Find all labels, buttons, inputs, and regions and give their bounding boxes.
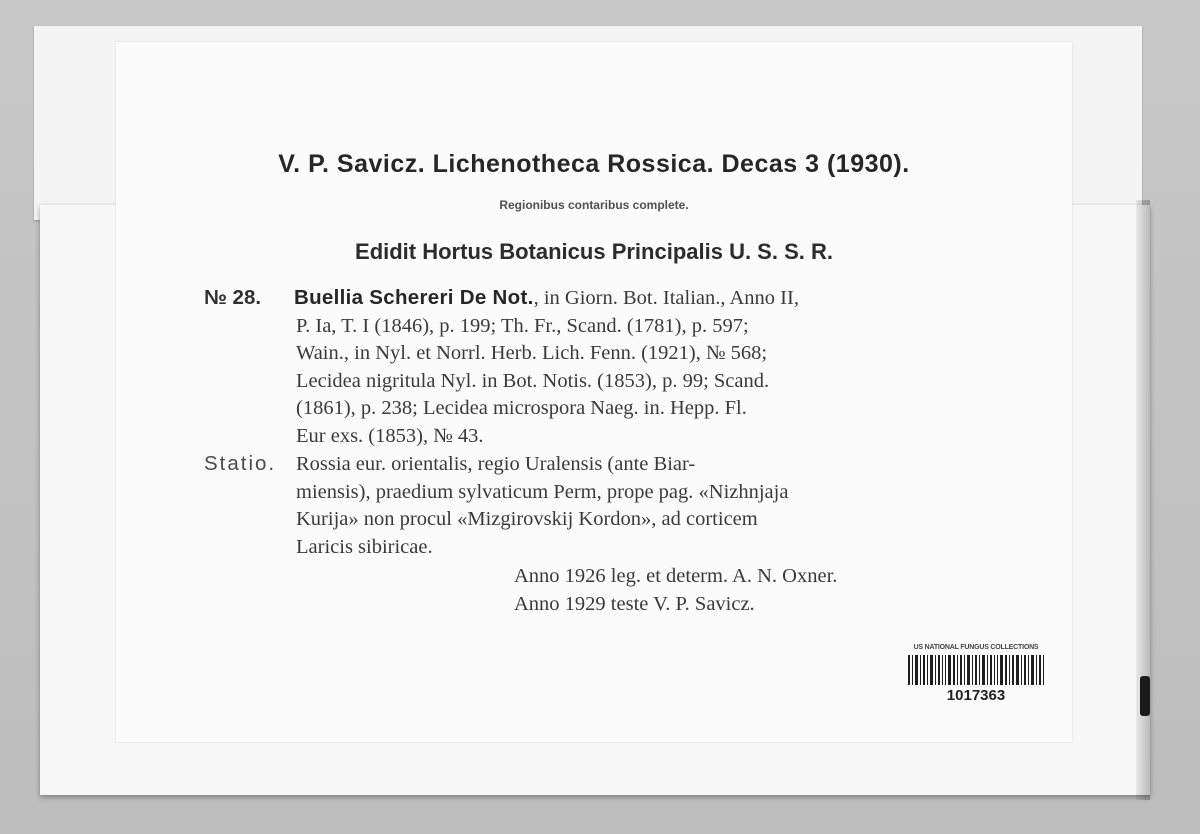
label-subtitle: Regionibus contaribus complete. xyxy=(499,198,689,212)
citation-line: Wain., in Nyl. et Norrl. Herb. Lich. Fenn. (1921), № 568; xyxy=(296,342,768,364)
specimen-label xyxy=(116,42,1072,742)
locality-line: Laricis sibiricae. xyxy=(296,535,433,558)
label-editor: Edidit Hortus Botanicus Principalis U. S. S. R. xyxy=(355,239,833,264)
determiner-line: Anno 1929 teste V. P. Savicz. xyxy=(514,593,755,615)
citation-line: Lecidea nigritula Nyl. in Bot. Notis. (1853), p. 99; Scand. xyxy=(296,369,770,392)
specimen-entry xyxy=(204,284,1004,561)
collector-line: Anno 1926 leg. et determ. A. N. Oxner. xyxy=(514,565,838,587)
locality-text: Rossia eur. orientalis, regio Uralensis (ante Biar- xyxy=(296,453,696,475)
citation-line: (1861), p. 238; Lecidea microspora Naeg. in. Hepp. Fl. xyxy=(296,397,747,419)
species-name: Buellia Schereri De Not. xyxy=(294,286,534,309)
collector-block xyxy=(514,562,837,618)
citation-text: , in Giorn. Bot. Italian., Anno II, xyxy=(533,287,799,309)
label-title: V. P. Savicz. Lichenotheca Rossica. Decas 3 (1930). xyxy=(278,150,910,178)
entry-line-1 xyxy=(204,284,1004,313)
statio-label: Statio. xyxy=(204,452,277,475)
citation-line: P. Ia, T. I (1846), p. 199; Th. Fr., Scand. (1781), p. 597; xyxy=(296,314,749,337)
citation-line: Eur exs. (1853), № 43. xyxy=(296,424,484,447)
statio-line-1 xyxy=(204,450,1004,479)
barcode-sticker xyxy=(901,644,1051,704)
barcode-number: 1017363 xyxy=(946,687,1006,704)
entry-number: № 28. xyxy=(204,286,262,309)
barcode-org: US NATIONAL FUNGUS COLLECTIONS xyxy=(913,644,1039,651)
locality-line: Kurija» non procul «Mizgirovskij Kordon», ad corticem xyxy=(296,508,758,530)
dark-spot xyxy=(1140,676,1150,716)
barcode-icon xyxy=(906,655,1046,685)
locality-line: miensis), praedium sylvaticum Perm, prope pag. «Nizhnjaja xyxy=(296,480,789,503)
